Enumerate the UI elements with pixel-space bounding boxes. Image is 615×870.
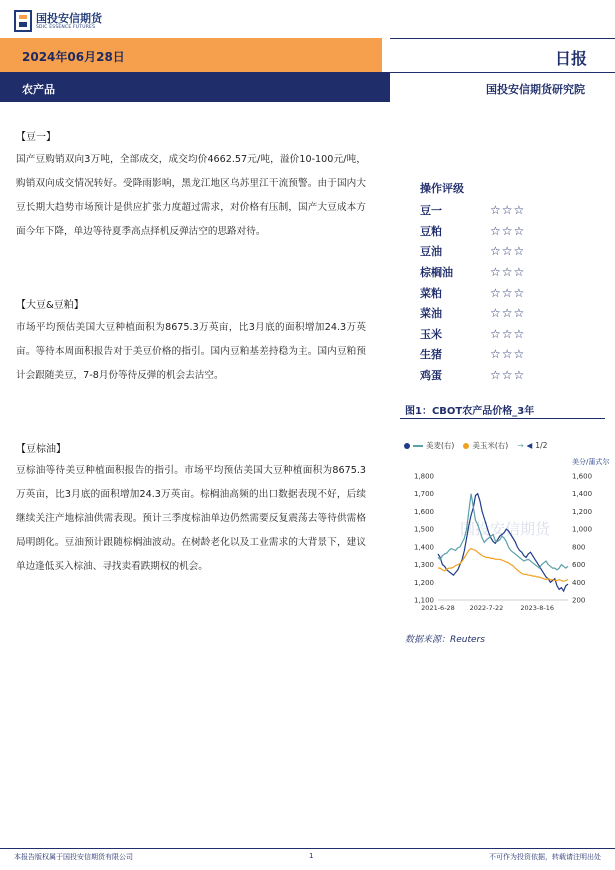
rating-row bbox=[420, 262, 580, 283]
rating-stars: ☆☆☆ bbox=[490, 306, 526, 321]
rating-stars: ☆☆☆ bbox=[490, 347, 526, 362]
legend-more-icon[interactable]: → bbox=[517, 441, 524, 450]
chart-svg bbox=[400, 434, 610, 624]
company-logo bbox=[14, 8, 104, 36]
y-left-tick-label: 1,700 bbox=[413, 490, 434, 499]
y-right-tick-label: 1,400 bbox=[572, 490, 593, 499]
y-right-tick-label: 1,200 bbox=[572, 507, 593, 516]
legend-label-wheat: 美麦(右) bbox=[426, 441, 455, 450]
y-right-tick-label: 800 bbox=[572, 543, 586, 552]
rating-stars: ☆☆☆ bbox=[490, 203, 526, 218]
rating-name: 豆粕 bbox=[420, 224, 442, 238]
rating-title: 操作评级 bbox=[420, 182, 464, 195]
y-left-tick-label: 1,600 bbox=[413, 507, 434, 516]
rating-stars: ☆☆☆ bbox=[490, 265, 526, 280]
rating-name: 鸡蛋 bbox=[420, 369, 442, 383]
rating-row bbox=[420, 303, 580, 324]
chart-watermark: 国投安信期货 bbox=[460, 520, 551, 538]
rating-row bbox=[420, 282, 580, 303]
section-body-oils: 豆棕油等待美豆种植面积报告的指引。市场平均预估美国大豆种植面积为8675.3万英亩，比3月底的面积增加24.3万英亩。棕榈油高频的出口数据表现不好，后续继续关注产地棕油供需表现。预计三季度棕油单边仍然需要反复震荡去等待供需格局明朗化。豆油预计跟随棕榈油波动。在树龄老化以及工业需求的大背景下，建议单边逢低买入棕油、寻找卖看跌期权的机会。 bbox=[16, 465, 366, 572]
y-left-tick-label: 1,200 bbox=[413, 578, 434, 587]
rating-stars: ☆☆☆ bbox=[490, 285, 526, 300]
footer-rule bbox=[0, 848, 615, 849]
legend-label-corn: 美玉米(右) bbox=[472, 441, 509, 450]
footer-copyright: 本报告版权属于国投安信期货有限公司 bbox=[14, 853, 133, 861]
rating-row bbox=[420, 344, 580, 365]
y-left-tick-label: 1,500 bbox=[413, 525, 434, 534]
rating-name: 玉米 bbox=[420, 327, 442, 341]
legend-marker-soybean bbox=[404, 443, 410, 449]
series-line bbox=[438, 494, 568, 591]
chart-unit-label: 美分/蒲式尔 bbox=[572, 458, 610, 466]
price-chart bbox=[400, 434, 610, 624]
rating-stars: ☆☆☆ bbox=[490, 326, 526, 341]
y-right-tick-label: 600 bbox=[572, 561, 586, 570]
institute-name: 国投安信期货研究院 bbox=[486, 83, 585, 96]
rating-stars: ☆☆☆ bbox=[490, 223, 526, 238]
y-right-tick-label: 400 bbox=[572, 578, 586, 587]
y-left-tick-label: 1,100 bbox=[413, 596, 434, 605]
section-title-soybean1: 【豆一】 bbox=[16, 132, 56, 143]
header-divider bbox=[390, 38, 615, 39]
legend-prev-icon[interactable]: ◀ bbox=[526, 441, 533, 450]
rating-name: 菜油 bbox=[420, 307, 442, 321]
chart-legend bbox=[404, 440, 547, 451]
logo-subtext: SDIC ESSENCE FUTURES bbox=[36, 25, 96, 30]
y-left-tick-label: 1,400 bbox=[413, 543, 434, 552]
rating-row bbox=[420, 324, 580, 345]
report-date: 2024年06月28日 bbox=[22, 50, 125, 64]
rating-row bbox=[420, 200, 580, 221]
y-right-tick-label: 200 bbox=[572, 596, 586, 605]
figure-rule bbox=[400, 418, 605, 419]
legend-page: 1/2 bbox=[535, 441, 548, 450]
x-tick-label: 2023-8-16 bbox=[520, 604, 554, 612]
sector-label: 农产品 bbox=[22, 83, 55, 96]
figure-source: 数据来源：Reuters bbox=[405, 635, 485, 645]
rating-name: 菜粕 bbox=[420, 286, 442, 300]
section-body-soybean1: 国产豆购销双向3万吨，全部成交，成交均价4662.57元/吨，溢价10-100元/吨，购销双向成交情况转好。受降雨影响，黑龙江地区乌苏里江干流预警。由于国内大豆长期大趋势市场预计是供应扩张力度超过需求，对价格有压制，国产大豆成本方面今年下降，单边等待夏季高点择机反弹沽空的思路对待。 bbox=[16, 154, 366, 237]
y-left-tick-label: 1,300 bbox=[413, 561, 434, 570]
rating-stars: ☆☆☆ bbox=[490, 368, 526, 383]
x-tick-label: 2022-7-22 bbox=[469, 604, 504, 612]
rating-row bbox=[420, 365, 580, 386]
logo-text: 国投安信期货 bbox=[36, 12, 102, 25]
section-title-soybean-meal: 【大豆&豆粕】 bbox=[16, 300, 84, 311]
report-type: 日报 bbox=[554, 49, 587, 68]
footer-disclaimer: 不可作为投资依据，转载请注明出处 bbox=[489, 853, 601, 861]
x-tick-label: 2021-6-28 bbox=[421, 604, 455, 612]
y-right-tick-label: 1,000 bbox=[572, 525, 593, 534]
rating-name: 生猪 bbox=[420, 348, 442, 362]
section-body-soybean-meal: 市场平均预估美国大豆种植面积为8675.3万英亩，比3月底的面积增加24.3万英亩。等待本周面积报告对于美豆价格的指引。国内豆粕基差持稳为主。国内豆粕预计会跟随美豆，7-8月份等待反弹的机会去沽空。 bbox=[16, 322, 366, 381]
rating-list bbox=[420, 200, 580, 385]
y-left-tick-label: 1,800 bbox=[413, 472, 434, 481]
figure-title: 图1：CBOT农产品价格_3年 bbox=[405, 406, 535, 417]
page-number: 1 bbox=[309, 852, 314, 860]
y-right-tick-label: 1,600 bbox=[572, 472, 593, 481]
rating-name: 棕榈油 bbox=[420, 266, 453, 280]
rating-row bbox=[420, 221, 580, 242]
logo-icon bbox=[14, 10, 32, 32]
legend-marker-wheat bbox=[413, 445, 423, 447]
legend-marker-corn bbox=[463, 443, 469, 449]
rating-name: 豆一 bbox=[420, 204, 442, 218]
rating-name: 豆油 bbox=[420, 245, 442, 259]
section-title-oils: 【豆棕油】 bbox=[16, 444, 66, 455]
rating-row bbox=[420, 241, 580, 262]
rating-stars: ☆☆☆ bbox=[490, 244, 526, 259]
